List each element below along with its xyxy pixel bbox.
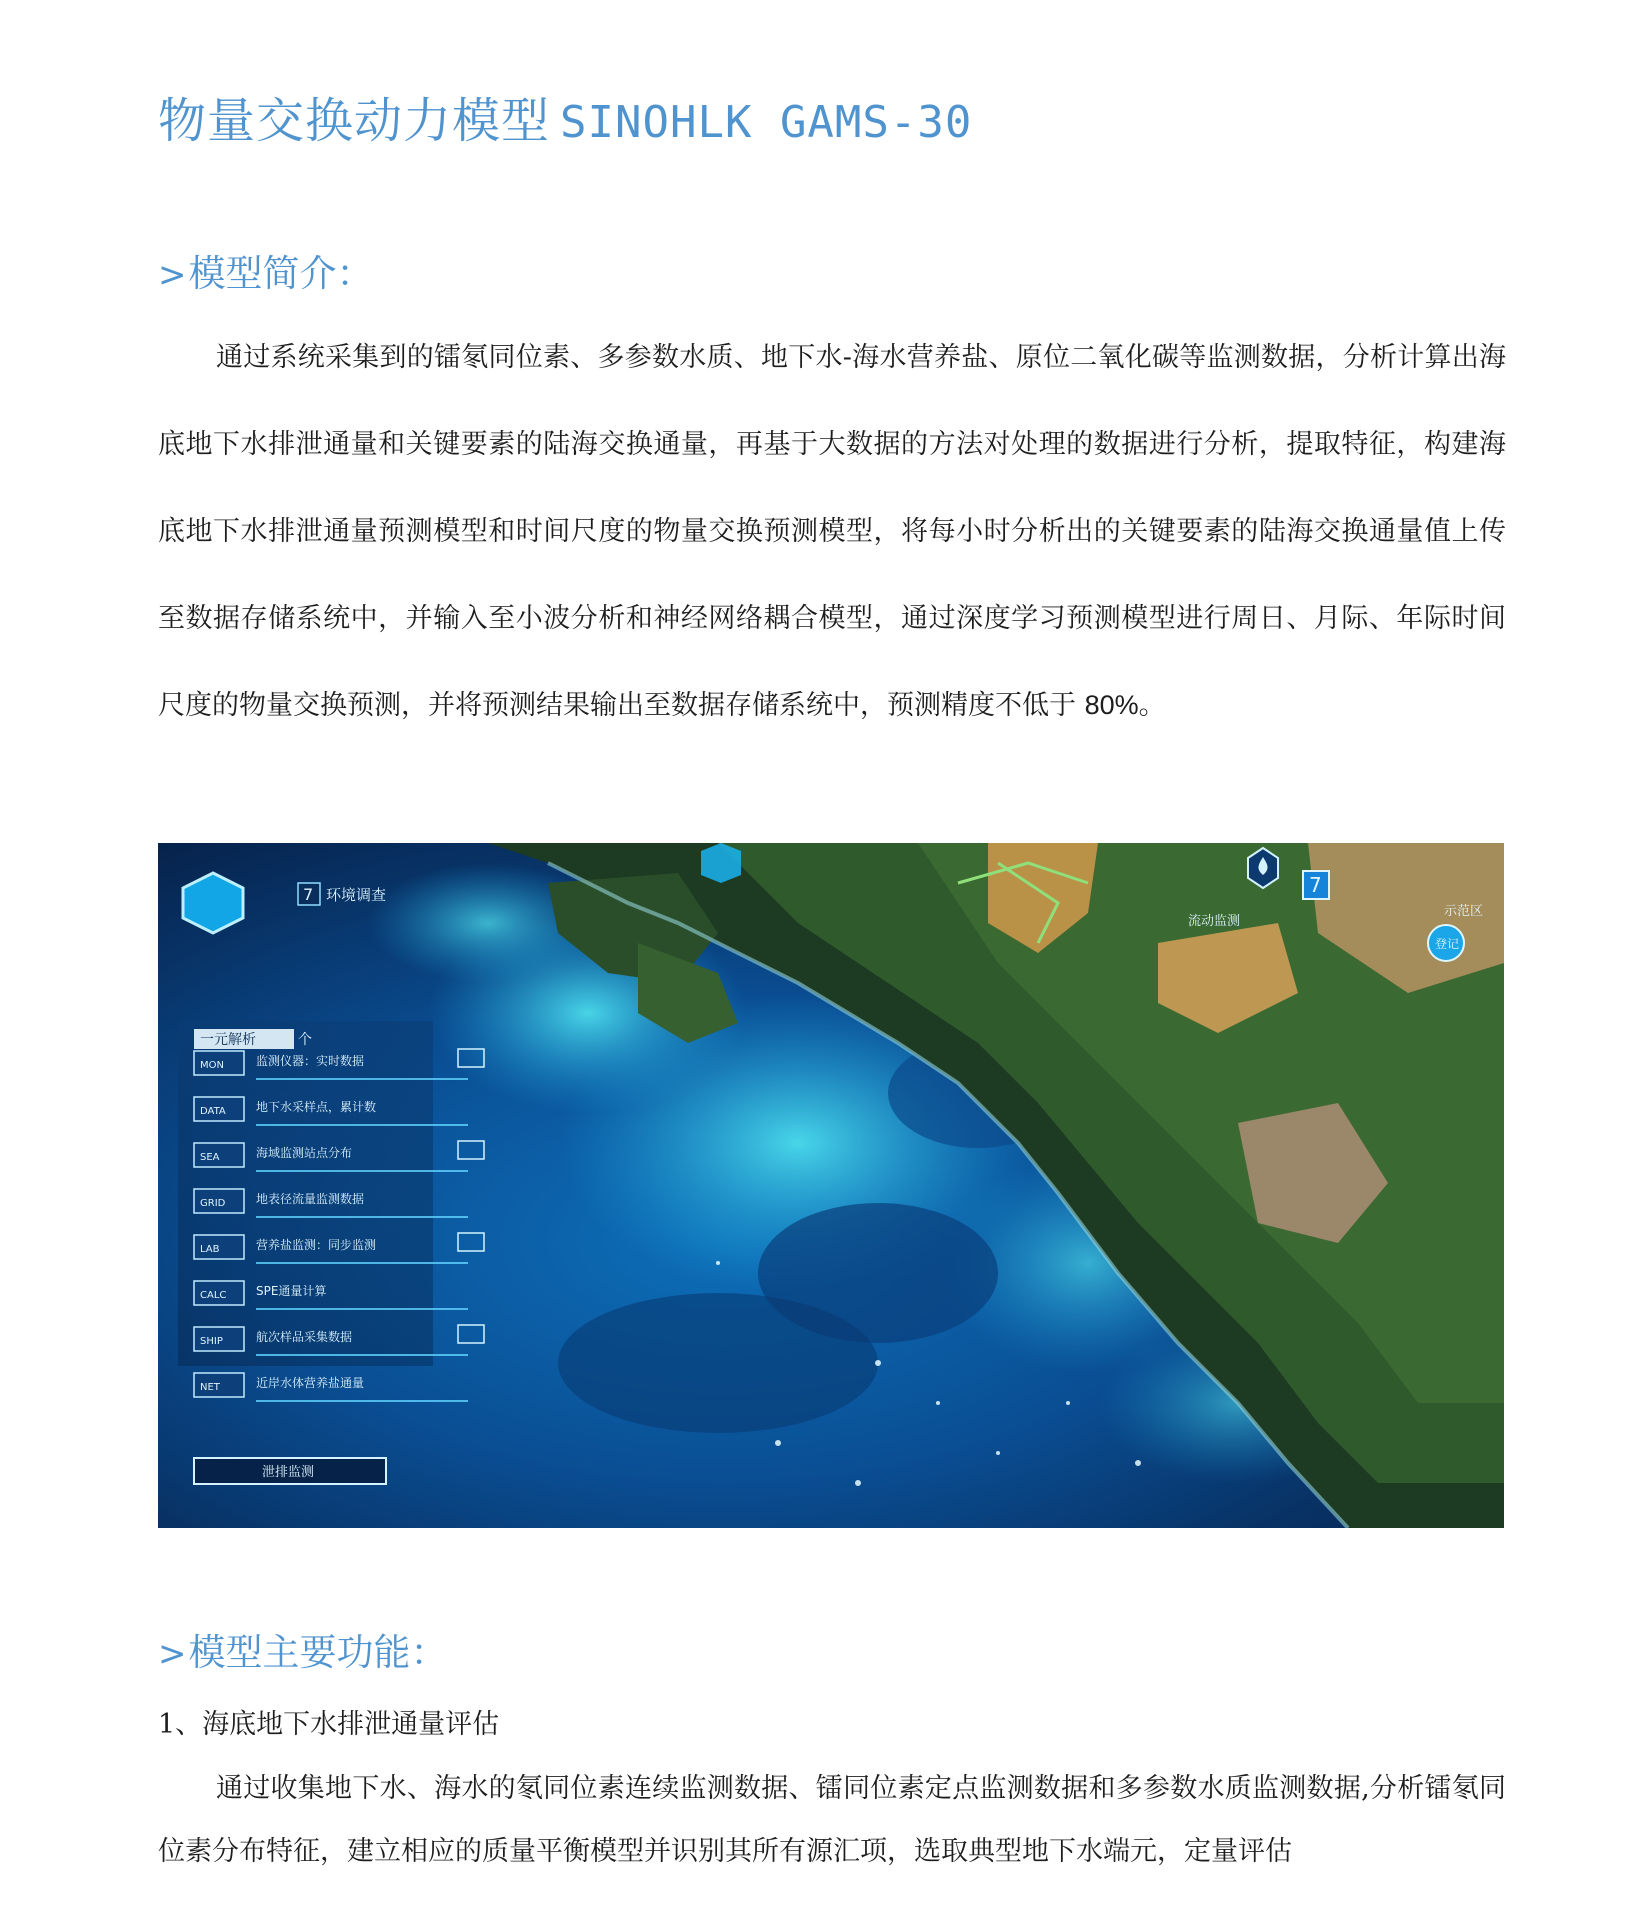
panel-row-label: 地下水采样点，累计数 <box>256 1100 377 1114</box>
section-heading-intro <box>158 243 374 297</box>
top-left-title: 环境调查 <box>326 886 387 904</box>
right-circle-label: 登记 <box>1435 937 1460 951</box>
panel-row-label: 航次样品采集数据 <box>256 1330 353 1344</box>
panel-row-icon-label: MON <box>200 1060 224 1071</box>
coastal-aerial-figure <box>158 843 1504 1528</box>
chevron-right-icon: > <box>158 255 187 295</box>
intro-paragraph <box>158 314 1506 749</box>
section-intro-label: 模型简介： <box>188 252 374 295</box>
function-item-paragraph: 通过收集地下水、海水的氡同位素连续监测数据、镭同位素定点监测数据和多参数水质监测数据,分析镭氡同位素分布特征，建立相应的质量平衡模型并识别其所有源汇项，选取典型地下水端元，定量评估 <box>158 1773 1506 1867</box>
right-badge-number: 7 <box>1309 873 1322 897</box>
coastal-map-illustration <box>158 843 1504 1528</box>
panel-row-icon-label: DATA <box>200 1106 226 1117</box>
panel-row-label: 营养盐监测：同步监测 <box>256 1238 377 1252</box>
section-heading-functions <box>158 1622 448 1676</box>
section-functions-label: 模型主要功能： <box>188 1631 448 1674</box>
panel-row-icon-label: CALC <box>200 1290 227 1301</box>
panel-row-label: SPE通量计算 <box>256 1284 327 1298</box>
panel-header-tag: 个 <box>298 1032 312 1048</box>
function-item-title: 1、海底地下水排泄通量评估 <box>158 1709 500 1740</box>
right-label-demo-area: 示范区 <box>1444 904 1484 919</box>
intro-paragraph-text: 通过系统采集到的镭氡同位素、多参数水质、地下水-海水营养盐、原位二氧化碳等监测数据，分析计算出海底地下水排泄通量和关键要素的陆海交换通量，再基于大数据的方法对处理的数据进行分析，提取特征，构建海底地下水排泄通量预测模型和时间尺度的物量交换预测模型，将每小时分析出的关键要素的陆海交换通量值上传至数据存储系统中，并输入至小波分析和神经网络耦合模型，通过深度学习预测模型进行周日、月际、年际时间尺度的物量交换预测，并将预测结果输出至数据存储系统中，预测精度不低于 <box>158 342 1506 721</box>
panel-header-label: 一元解析 <box>200 1032 256 1048</box>
panel-row-icon-label: SHIP <box>200 1336 223 1347</box>
panel-row-icon-label: LAB <box>200 1244 220 1255</box>
badge-number: 7 <box>303 885 314 904</box>
right-label-monitoring: 流动监测 <box>1188 914 1241 929</box>
hexagon-icon <box>183 873 243 933</box>
discharge-monitor-button-label: 泄排监测 <box>262 1465 315 1480</box>
hexagon-marker-icon <box>701 843 741 883</box>
panel-row-label: 地表径流量监测数据 <box>256 1192 365 1206</box>
panel-row-label: 监测仪器：实时数据 <box>256 1054 365 1068</box>
panel-row-icon-label: NET <box>200 1382 220 1393</box>
intro-paragraph-accuracy: 80% <box>1084 690 1139 720</box>
panel-row-label: 海域监测站点分布 <box>256 1146 353 1160</box>
panel-row-label: 近岸水体营养盐通量 <box>256 1376 365 1390</box>
panel-row-icon-label: SEA <box>200 1152 220 1163</box>
title-chinese: 物量交换动力模型 <box>158 93 551 149</box>
intro-paragraph-end: 。 <box>1138 690 1166 721</box>
document-title <box>158 82 972 151</box>
chevron-right-icon: > <box>158 1634 187 1674</box>
title-model-code: SINOHLK GAMS-30 <box>560 97 973 148</box>
panel-row-icon-label: GRID <box>200 1198 226 1209</box>
